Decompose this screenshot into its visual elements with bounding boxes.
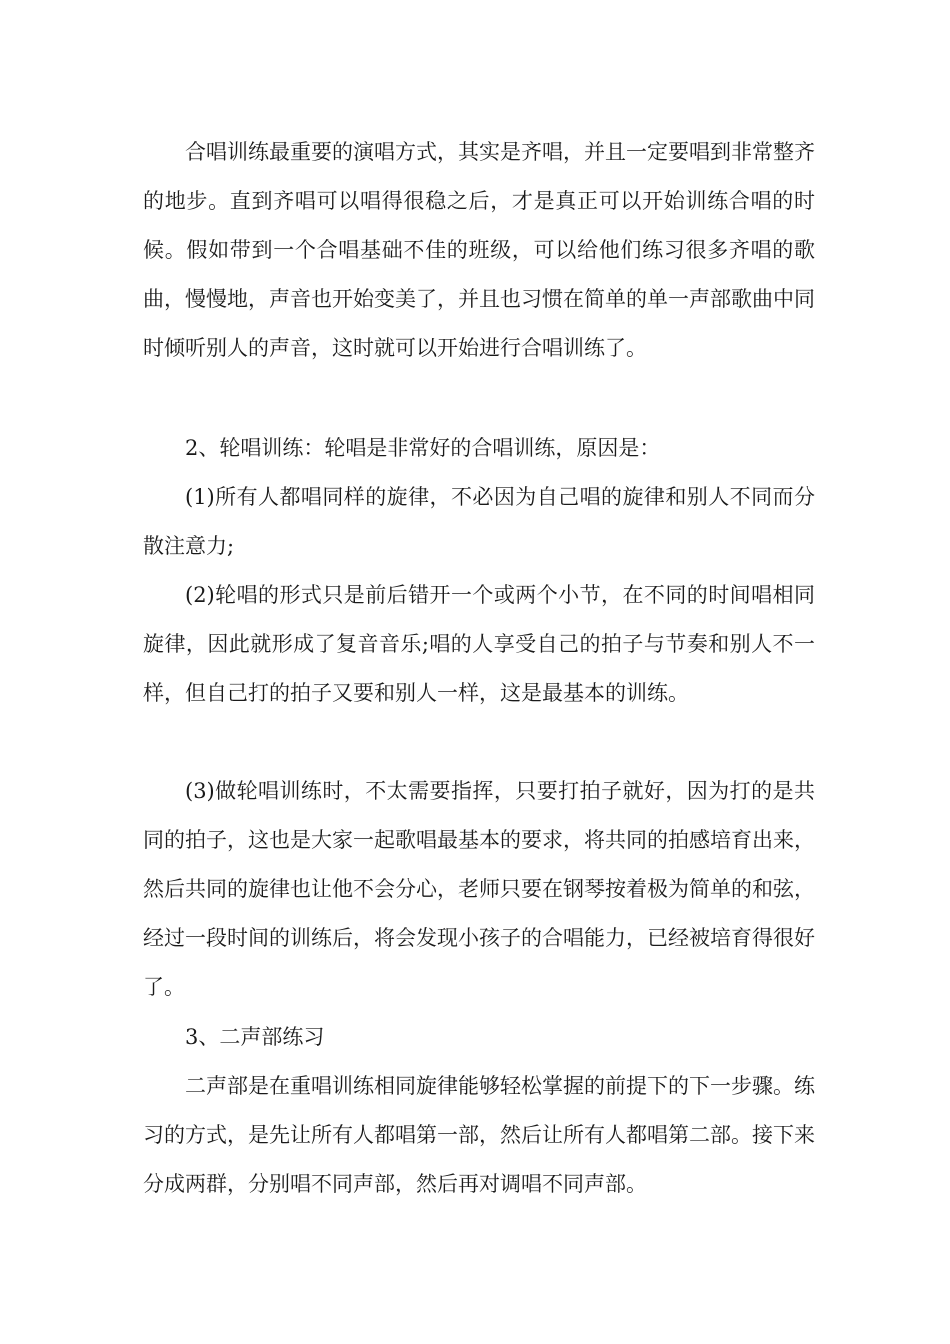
paragraph-text: 二声部是在重唱训练相同旋律能够轻松掌握的前提下的下一步骤。练习的方式，是先让所有人都唱第一部，然后让所有人都唱第二部。接下来分成两群，分别唱不同声部，然后再对调唱不同声部。 — [143, 1074, 815, 1196]
list-item-3 — [143, 767, 815, 1012]
paragraph-two-part-practice — [143, 1062, 815, 1209]
list-item-text: (2)轮唱的形式只是前后错开一个或两个小节，在不同的时间唱相同旋律，因此就形成了复音音乐;唱的人享受自己的拍子与节奏和别人不一样，但自己打的拍子又要和别人一样，这是最基本的训练。 — [143, 583, 815, 705]
heading-text: 3、二声部练习 — [185, 1025, 325, 1049]
list-item-text: (3)做轮唱训练时，不太需要指挥，只要打拍子就好，因为打的是共同的拍子，这也是大家一起歌唱最基本的要求，将共同的拍感培育出来，然后共同的旋律也让他不会分心，老师只要在钢琴按着极为简单的和弦，经过一段时间的训练后，将会发现小孩子的合唱能力，已经被培育得很好了。 — [143, 779, 815, 999]
list-item-2 — [143, 571, 815, 718]
list-item-text: (1)所有人都唱同样的旋律，不必因为自己唱的旋律和别人不同而分散注意力; — [143, 485, 815, 558]
list-item-1 — [143, 473, 815, 571]
heading-text: 2、轮唱训练：轮唱是非常好的合唱训练，原因是： — [185, 436, 661, 460]
paragraph-unison-singing — [143, 128, 815, 373]
heading-round-singing-training — [143, 424, 815, 473]
heading-two-part-practice — [143, 1013, 815, 1062]
paragraph-text: 合唱训练最重要的演唱方式，其实是齐唱，并且一定要唱到非常整齐的地步。直到齐唱可以唱得很稳之后，才是真正可以开始训练合唱的时候。假如带到一个合唱基础不佳的班级，可以给他们练习很多齐唱的歌曲，慢慢地，声音也开始变美了，并且也习惯在简单的单一声部歌曲中同时倾听别人的声音，这时就可以开始进行合唱训练了。 — [143, 140, 815, 360]
